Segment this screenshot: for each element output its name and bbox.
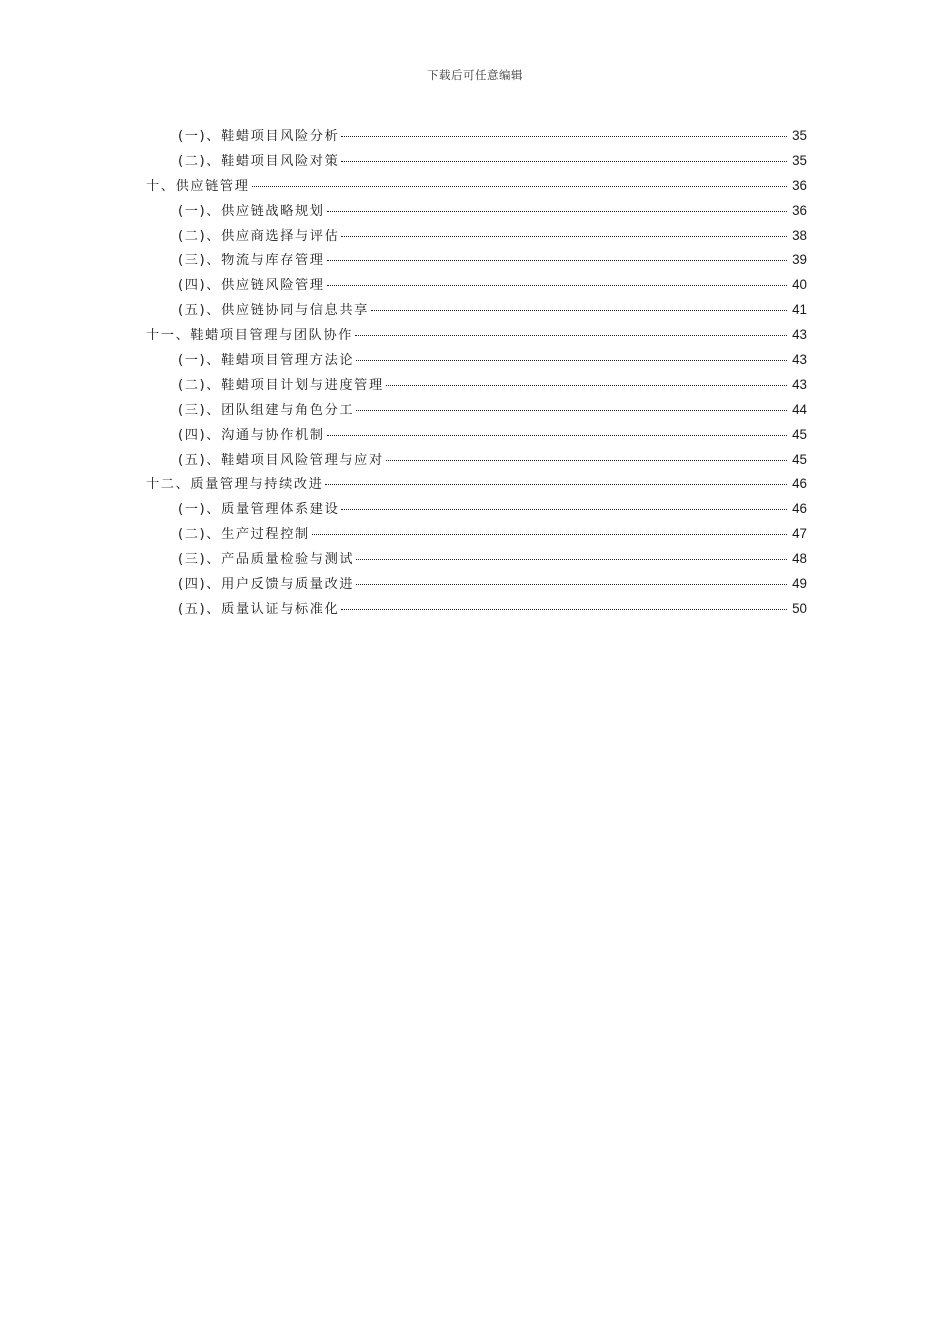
toc-entry[interactable] (146, 150, 807, 175)
toc-dot-leader (312, 534, 787, 535)
toc-entry[interactable] (146, 349, 807, 374)
toc-entry-title: (五)、供应链协同与信息共享 (178, 303, 369, 319)
toc-entry-page: 40 (792, 277, 807, 293)
toc-dot-leader (252, 186, 787, 187)
toc-entry[interactable] (146, 374, 807, 399)
toc-entry-title: (二)、鞋蜡项目计划与进度管理 (178, 377, 384, 393)
toc-entry-title: (五)、鞋蜡项目风险管理与应对 (178, 452, 384, 468)
toc-chapter[interactable] (146, 175, 807, 200)
toc-entry-title: (四)、用户反馈与质量改进 (178, 577, 355, 593)
toc-entry-page: 35 (792, 152, 807, 168)
toc-dot-leader (386, 385, 787, 386)
toc-entry-title: (三)、物流与库存管理 (178, 253, 325, 269)
toc-dot-leader (356, 410, 787, 411)
toc-entry-page: 50 (792, 600, 807, 616)
toc-chapter-title: 十、供应链管理 (146, 178, 250, 194)
toc-chapter-page: 46 (792, 476, 807, 492)
toc-entry-page: 45 (792, 451, 807, 467)
toc-entry-title: (一)、供应链战略规划 (178, 203, 325, 219)
toc-entry[interactable] (146, 598, 807, 623)
toc-dot-leader (356, 360, 787, 361)
toc-entry-title: (三)、团队组建与角色分工 (178, 402, 355, 418)
toc-entry-page: 45 (792, 426, 807, 442)
toc-entry-page: 38 (792, 227, 807, 243)
toc-dot-leader (341, 136, 787, 137)
toc-dot-leader (327, 260, 787, 261)
toc-entry[interactable] (146, 200, 807, 225)
toc-entry[interactable] (146, 498, 807, 523)
page-header: 下载后可任意编辑 (427, 68, 523, 82)
toc-dot-leader (356, 584, 787, 585)
toc-entry-page: 44 (792, 401, 807, 417)
toc-dot-leader (341, 161, 787, 162)
toc-entry[interactable] (146, 399, 807, 424)
toc-entry[interactable] (146, 249, 807, 274)
toc-entry[interactable] (146, 125, 807, 150)
toc-entry[interactable] (146, 225, 807, 250)
toc-dot-leader (327, 435, 787, 436)
toc-entry-title: (四)、沟通与协作机制 (178, 427, 325, 443)
toc-entry[interactable] (146, 449, 807, 474)
toc-entry[interactable] (146, 424, 807, 449)
toc-entry-title: (二)、供应商选择与评估 (178, 228, 340, 244)
toc-dot-leader (327, 211, 787, 212)
toc-dot-leader (325, 484, 787, 485)
toc-dot-leader (371, 310, 787, 311)
toc-entry-page: 35 (792, 128, 807, 143)
toc-dot-leader (356, 559, 787, 560)
toc-entry-page: 47 (792, 526, 807, 542)
toc-chapter-page: 43 (792, 327, 807, 343)
toc-entry-page: 39 (792, 252, 807, 268)
toc-chapter-title: 十二、质量管理与持续改进 (146, 477, 324, 493)
toc-dot-leader (341, 609, 787, 610)
toc-entry-page: 48 (792, 551, 807, 567)
toc-dot-leader (341, 509, 787, 510)
toc-entry-page: 36 (792, 202, 807, 218)
table-of-contents (146, 125, 807, 623)
toc-entry-page: 41 (792, 302, 807, 318)
toc-entry[interactable] (146, 274, 807, 299)
toc-entry-title: (五)、质量认证与标准化 (178, 601, 340, 617)
toc-entry-page: 49 (792, 576, 807, 592)
toc-entry-title: (三)、产品质量检验与测试 (178, 552, 355, 568)
toc-chapter-page: 36 (792, 177, 807, 193)
toc-entry-title: (一)、鞋蜡项目风险分析 (178, 129, 340, 144)
toc-entry-title: (四)、供应链风险管理 (178, 278, 325, 294)
toc-entry[interactable] (146, 573, 807, 598)
toc-entry-page: 43 (792, 352, 807, 368)
toc-chapter-title: 十一、鞋蜡项目管理与团队协作 (146, 328, 354, 344)
toc-entry[interactable] (146, 548, 807, 573)
toc-dot-leader (341, 236, 787, 237)
toc-entry-title: (二)、生产过程控制 (178, 527, 310, 543)
toc-entry[interactable] (146, 523, 807, 548)
toc-chapter[interactable] (146, 473, 807, 498)
toc-chapter[interactable] (146, 324, 807, 349)
toc-entry-page: 46 (792, 501, 807, 517)
toc-entry-title: (一)、鞋蜡项目管理方法论 (178, 353, 355, 369)
toc-entry-title: (一)、质量管理体系建设 (178, 502, 340, 518)
toc-dot-leader (327, 285, 787, 286)
toc-dot-leader (355, 335, 787, 336)
toc-dot-leader (386, 460, 787, 461)
toc-entry-title: (二)、鞋蜡项目风险对策 (178, 153, 340, 169)
toc-entry-page: 43 (792, 376, 807, 392)
toc-entry[interactable] (146, 299, 807, 324)
